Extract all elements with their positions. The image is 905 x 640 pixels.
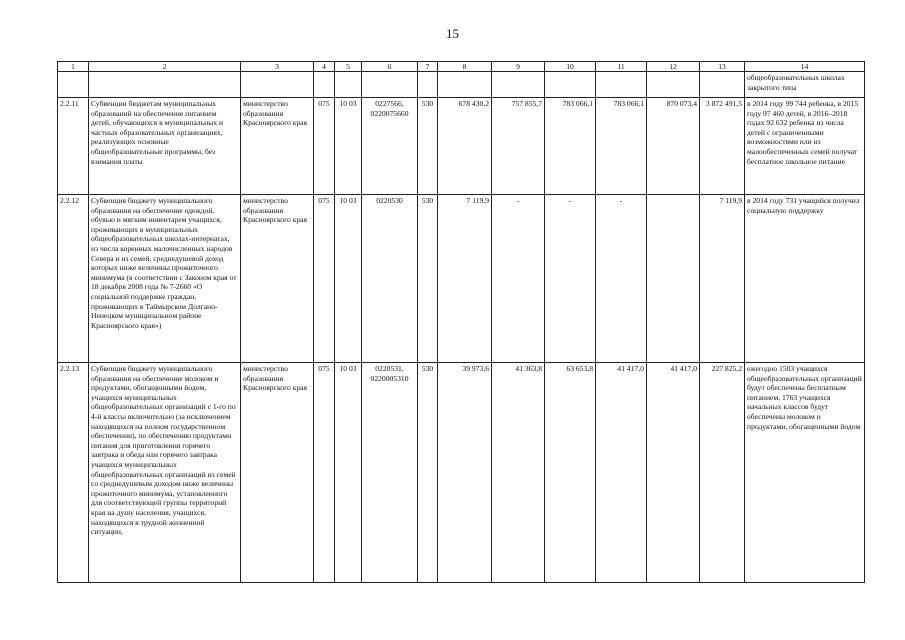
- row-vr: 530: [418, 98, 438, 195]
- row-executor: министерство образования Красноярского края: [241, 195, 314, 363]
- column-header: 1: [58, 62, 89, 72]
- row-result: в 2014 году 99 744 ребенка, в 2015 году 97 460 детей, в 2016–2018 годах 92 632 ребенка из числа детей с ограниченными возможностями или из малообеспеченных семей получат бесплатное школьное питание: [745, 98, 865, 195]
- row-total: 3 872 491,5: [700, 98, 745, 195]
- column-header: 9: [492, 62, 545, 72]
- row-y2018: [647, 195, 700, 363]
- table-row: [58, 98, 865, 195]
- column-header: 12: [647, 62, 700, 72]
- row-grbs: 075: [314, 195, 335, 363]
- row-csr: 0220530: [362, 195, 418, 363]
- result-cell: общеобразовательных школах закрытого типа: [745, 72, 865, 98]
- column-header: 7: [418, 62, 438, 72]
- row-y2015: 41 363,8: [492, 363, 545, 583]
- row-y2016: 63 653,8: [545, 363, 596, 583]
- row-code: 2.2.12: [58, 195, 89, 363]
- row-grbs: 075: [314, 363, 335, 583]
- row-y2016: 783 066,1: [545, 98, 596, 195]
- row-title: Субвенция бюджету муниципального образования на обеспечение одеждой, обувью и мягким инвентарем учащихся, проживающих в муниципальных общеобразовательных школах-интернатах, из числа коренных малочисленных народов Севера и из семей, среднедушевой доход которых ниже величины прожиточного минимума (в соответствии с Законом края от 18 декабря 2008 года № 7-2660 «О социальной поддержке граждан, проживающих в Таймырском Долгано-Ненецком муниципальном районе Красноярского края»): [89, 195, 241, 363]
- row-y2014: 39 973,6: [438, 363, 492, 583]
- column-header: 13: [700, 62, 745, 72]
- column-header: 3: [241, 62, 314, 72]
- row-grbs: 075: [314, 98, 335, 195]
- row-y2018: 870 073,4: [647, 98, 700, 195]
- row-y2017: 41 417,0: [596, 363, 647, 583]
- column-header: 6: [362, 62, 418, 72]
- column-header: 5: [335, 62, 362, 72]
- column-header: 14: [745, 62, 865, 72]
- column-header: 2: [89, 62, 241, 72]
- row-rzpr: 10 03: [335, 363, 362, 583]
- row-vr: 530: [418, 195, 438, 363]
- table-row: [58, 195, 865, 363]
- row-title: Субвенция бюджету муниципального образования на обеспечение молоком и продуктами, обогащенными йодом, учащихся муниципальных общеобразовательных организаций с 1-го по 4-й классы включительно (за исключением находящихся на полном государственном обеспечении), по обеспечению продуктами питания для приготовления горячего завтрака и обеда или горячего завтрака учащихся муниципальных общеобразовательных организаций из семей со среднедушевым доходом ниже величины прожиточного минимума, установленного для соответствующей группы территорий края на душу населения, учащихся, находящихся в трудной жизненной ситуации,: [89, 363, 241, 583]
- row-executor: министерство образования Красноярского края: [241, 363, 314, 583]
- row-y2016: -: [545, 195, 596, 363]
- column-header: 10: [545, 62, 596, 72]
- row-y2014: 678 430,2: [438, 98, 492, 195]
- row-title: Субвенции бюджетам муниципальных образований на обеспечение питанием детей, обучающихся в муниципальных и частных образовательных организациях, реализующих основные общеобразовательные программы, без взимания платы: [89, 98, 241, 195]
- row-y2015: -: [492, 195, 545, 363]
- row-csr: 0227566, 0220075660: [362, 98, 418, 195]
- column-number-row: [58, 62, 865, 72]
- row-total: 227 825,2: [700, 363, 745, 583]
- row-executor: министерство образования Красноярского края: [241, 98, 314, 195]
- row-code: 2.2.13: [58, 363, 89, 583]
- row-y2017: -: [596, 195, 647, 363]
- row-rzpr: 10 03: [335, 195, 362, 363]
- row-vr: 530: [418, 363, 438, 583]
- row-result: ежегодно 1503 учащихся общеобразовательных организаций будут обеспечены бесплатным питанием, 1763 учащихся начальных классов будут обеспечены молоком и продуктами, обогащенными йодом: [745, 363, 865, 583]
- column-header: 11: [596, 62, 647, 72]
- row-rzpr: 10 03: [335, 98, 362, 195]
- row-result: в 2014 году 731 учащийся получил социальную поддержку: [745, 195, 865, 363]
- page-number: 15: [446, 26, 459, 41]
- row-y2014: 7 119,9: [438, 195, 492, 363]
- budget-table: [57, 61, 865, 583]
- row-y2015: 757 855,7: [492, 98, 545, 195]
- row-total: 7 119,9: [700, 195, 745, 363]
- column-header: 8: [438, 62, 492, 72]
- column-header: 4: [314, 62, 335, 72]
- table-row: [58, 363, 865, 583]
- row-y2018: 41 417,0: [647, 363, 700, 583]
- row-code: 2.2.11: [58, 98, 89, 195]
- continuation-row: [58, 72, 865, 98]
- row-y2017: 783 066,1: [596, 98, 647, 195]
- row-csr: 0220531, 0220005310: [362, 363, 418, 583]
